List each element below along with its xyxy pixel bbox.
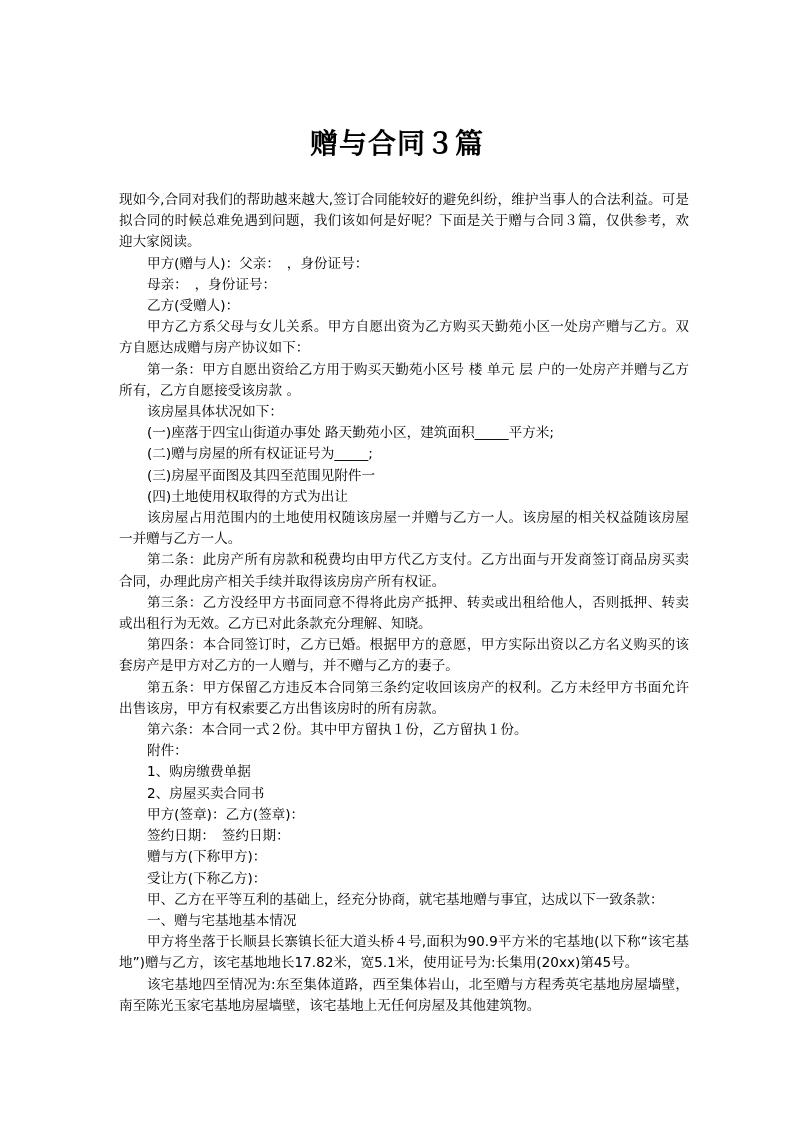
paragraph: 该宅基地四至情况为:东至集体道路，西至集体岩山，北至赠与方程秀英宅基地房屋墙壁，南至陈光玉家宅基地房屋墙壁，该宅基地上无任何房屋及其他建筑物。 <box>119 976 689 1014</box>
paragraph: 第四条：本合同签订时，乙方已婚。根据甲方的意愿，甲方实际出资以乙方名义购买的该套房产是甲方对乙方的一人赠与，并不赠与乙方的妻子。 <box>119 637 689 675</box>
paragraph: (四)土地使用权取得的方式为出让 <box>147 488 348 505</box>
paragraph: 甲、乙方在平等互利的基础上，经充分协商，就宅基地赠与事宜，达成以下一致条款： <box>147 891 664 908</box>
paragraph: 现如今,合同对我们的帮助越来越大,签订合同能较好的避免纠纷，维护当事人的合法利益。可是拟合同的时候总难免遇到问题，我们该如何是好呢？下面是关于赠与合同３篇，仅供参考，欢迎大家阅读。 <box>119 192 689 251</box>
paragraph: 受让方(下称乙方)： <box>147 870 267 887</box>
paragraph: (三)房屋平面图及其四至范围见附件一 <box>147 467 376 484</box>
paragraph: 第五条：甲方保留乙方违反本合同第三条约定收回该房产的权利。乙方未经甲方书面允许出售该房，甲方有权索要乙方出售该房时的所有房款。 <box>119 679 689 717</box>
paragraph: 附件： <box>147 743 188 760</box>
paragraph: 第六条：本合同一式２份。其中甲方留执１份，乙方留执１份。 <box>147 722 528 739</box>
paragraph: 甲方乙方系父母与女儿关系。甲方自愿出资为乙方购买天勤苑小区一处房产赠与乙方。双方自愿达成赠与房产协议如下： <box>119 319 689 357</box>
paragraph: 第三条：乙方没经甲方书面同意不得将此房产抵押、转卖或出租给他人，否则抵押、转卖或出租行为无效。乙方已对此条款充分理解、知晓。 <box>119 594 689 633</box>
paragraph: 一、赠与宅基地基本情况 <box>147 912 297 929</box>
document-title: 赠与合同３篇 <box>309 127 484 160</box>
paragraph: 1、购房缴费单据 <box>147 764 251 781</box>
paragraph: 赠与方(下称甲方)： <box>147 849 267 866</box>
paragraph: 签约日期： 签约日期： <box>147 828 290 845</box>
paragraph: 该房屋具体状况如下： <box>147 404 283 421</box>
paragraph: 乙方(受赠人)： <box>147 298 240 315</box>
paragraph: (二)赠与房屋的所有权证证号为_____; <box>147 446 373 463</box>
paragraph: (一)座落于四宝山街道办事处 路天勤苑小区，建筑面积_____平方米; <box>147 425 554 442</box>
paragraph: 第二条：此房产所有房款和税费均由甲方代乙方支付。乙方出面与开发商签订商品房买卖合同，办理此房产相关手续并取得该房房产所有权证。 <box>119 552 689 590</box>
paragraph: 该房屋占用范围内的土地使用权随该房屋一并赠与乙方一人。该房屋的相关权益随该房屋一并赠与乙方一人。 <box>119 510 689 548</box>
paragraph: 第一条：甲方自愿出资给乙方用于购买天勤苑小区号 楼 单元 层 户的一处房产并赠与乙方所有，乙方自愿接受该房款 。 <box>119 361 689 399</box>
paragraph: 母亲： ，身份证号： <box>147 276 277 293</box>
paragraph: 2、房屋买卖合同书 <box>147 785 265 802</box>
document-body <box>119 190 689 1017</box>
paragraph: 甲方(赠与人)：父亲： ，身份证号： <box>147 255 369 272</box>
paragraph: 甲方将坐落于长顺县长寨镇长征大道头桥４号,面积为90.9平方米的宅基地(以下称“该宅基地”)赠与乙方，该宅基地地长17.82米，宽5.1米，使用证号为:长集用(20xx)第45号。 <box>119 934 689 972</box>
paragraph: 甲方(签章)：乙方(签章)： <box>147 806 305 823</box>
